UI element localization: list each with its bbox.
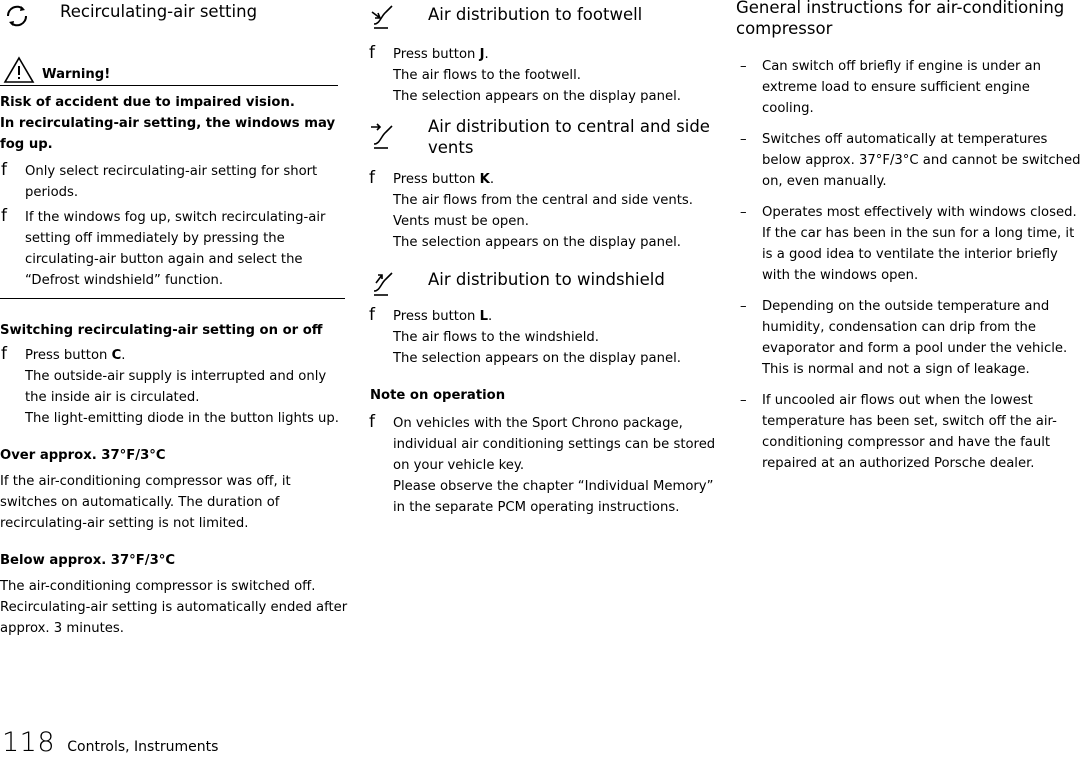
below-heading: Below approx. 37°F/3°C [0,553,176,568]
note-heading: Note on operation [370,388,506,403]
windshield-title: Air distribution to windshield [428,270,665,289]
footwell-step: f Press button J. The air flows to the footwell. The selection appears on the display panel. [369,43,681,104]
over-heading: Over approx. 37°F/3°C [0,448,166,463]
note-step: f On vehicles with the Sport Chrono package, individual air conditioning settings can be stored on your vehicle key. Please observe the chapter “Individual Memory” in the separate PCM operating instructions. [369,412,716,515]
warning-bullet-2: f If the windows fog up, switch recirculating-air setting off immediately by pressing the circulating-air button again and select the “Defrost windshield” function. [1,206,326,288]
column-general-instructions [736,0,1082,474]
windshield-section-header [368,267,716,297]
switch-line-2: The light-emitting diode in the button lights up. [25,411,339,426]
note-text-1: On vehicles with the Sport Chrono package, individual air conditioning settings can be stored on your vehicle key. [393,416,716,473]
general-item: – Operates most effectively with windows closed. If the car has been in the sun for a long time, it is a good idea to ventilate the interior briefly with the windows open. [740,205,1077,283]
windshield-airflow-icon [368,269,398,297]
recirculation-icon [2,2,32,30]
warning-text-1: Risk of accident due to impaired vision. [0,95,295,110]
vents-step: f Press button K. The air flows from the central and side vents. Vents must be open. The selection appears on the display panel. [369,168,693,250]
switch-line-1: The outside-air supply is interrupted and only the inside air is circulated. [25,369,327,405]
below-text: The air-conditioning compressor is switched off. Recirculating-air setting is automatically ended after approx. 3 minutes. [0,579,348,636]
column-recirculating-air [0,0,348,639]
vents-title: Air distribution to central and side vents [428,117,710,157]
warning-label: Warning! [42,67,111,82]
vents-section-header [368,116,716,162]
switch-key: C [111,348,122,363]
page-number: 118 [2,727,56,758]
vents-key: K [479,172,490,187]
warning-bullet-1: f Only select recirculating-air setting for short periods. [1,160,318,200]
warning-header [0,55,338,86]
recirc-section-header [0,0,348,24]
switch-step: f Press button C. The outside-air supply is interrupted and only the inside air is circulated. The light-emitting diode in the button lights up. [1,344,339,426]
vent-airflow-icon [368,122,398,150]
general-item: – Switches off automatically at temperatures below approx. 37°F/3°C and cannot be switched on, even manually. [740,132,1081,189]
footwell-key: J [479,47,485,62]
windshield-step: f Press button L. The air flows to the windshield. The selection appears on the display panel. [369,305,681,366]
over-text: If the air-conditioning compressor was off, it switches on automatically. The duration of recirculating-air setting is not limited. [0,474,291,531]
general-title: General instructions for air-conditioning compressor [736,0,1065,38]
column-air-distribution [368,0,716,518]
switch-heading: Switching recirculating-air setting on or off [0,323,323,338]
general-item: – Can switch off briefly if engine is under an extreme load to ensure sufficient engine cooling. [740,59,1041,116]
warning-text-2: In recirculating-air setting, the windows may fog up. [0,116,336,152]
windshield-key: L [479,309,489,324]
general-item: – If uncooled air flows out when the lowest temperature has been set, switch off the air-conditioning compressor and have the fault repaired at an authorized Porsche dealer. [740,393,1057,471]
general-item: – Depending on the outside temperature and humidity, condensation can drip from the evaporator and form a pool under the vehicle. This is normal and not a sign of leakage. [740,299,1068,377]
footwell-title: Air distribution to footwell [428,5,643,24]
warning-triangle-icon [2,55,36,85]
section-name: Controls, Instruments [67,739,219,755]
footwell-airflow-icon [368,2,398,30]
note-text-2: Please observe the chapter “Individual Memory” in the separate PCM operating instructions. [393,479,714,515]
footwell-section-header [368,0,716,30]
switch-press: Press button [25,348,108,363]
recirc-title: Recirculating-air setting [60,2,258,21]
page-footer [2,728,218,758]
